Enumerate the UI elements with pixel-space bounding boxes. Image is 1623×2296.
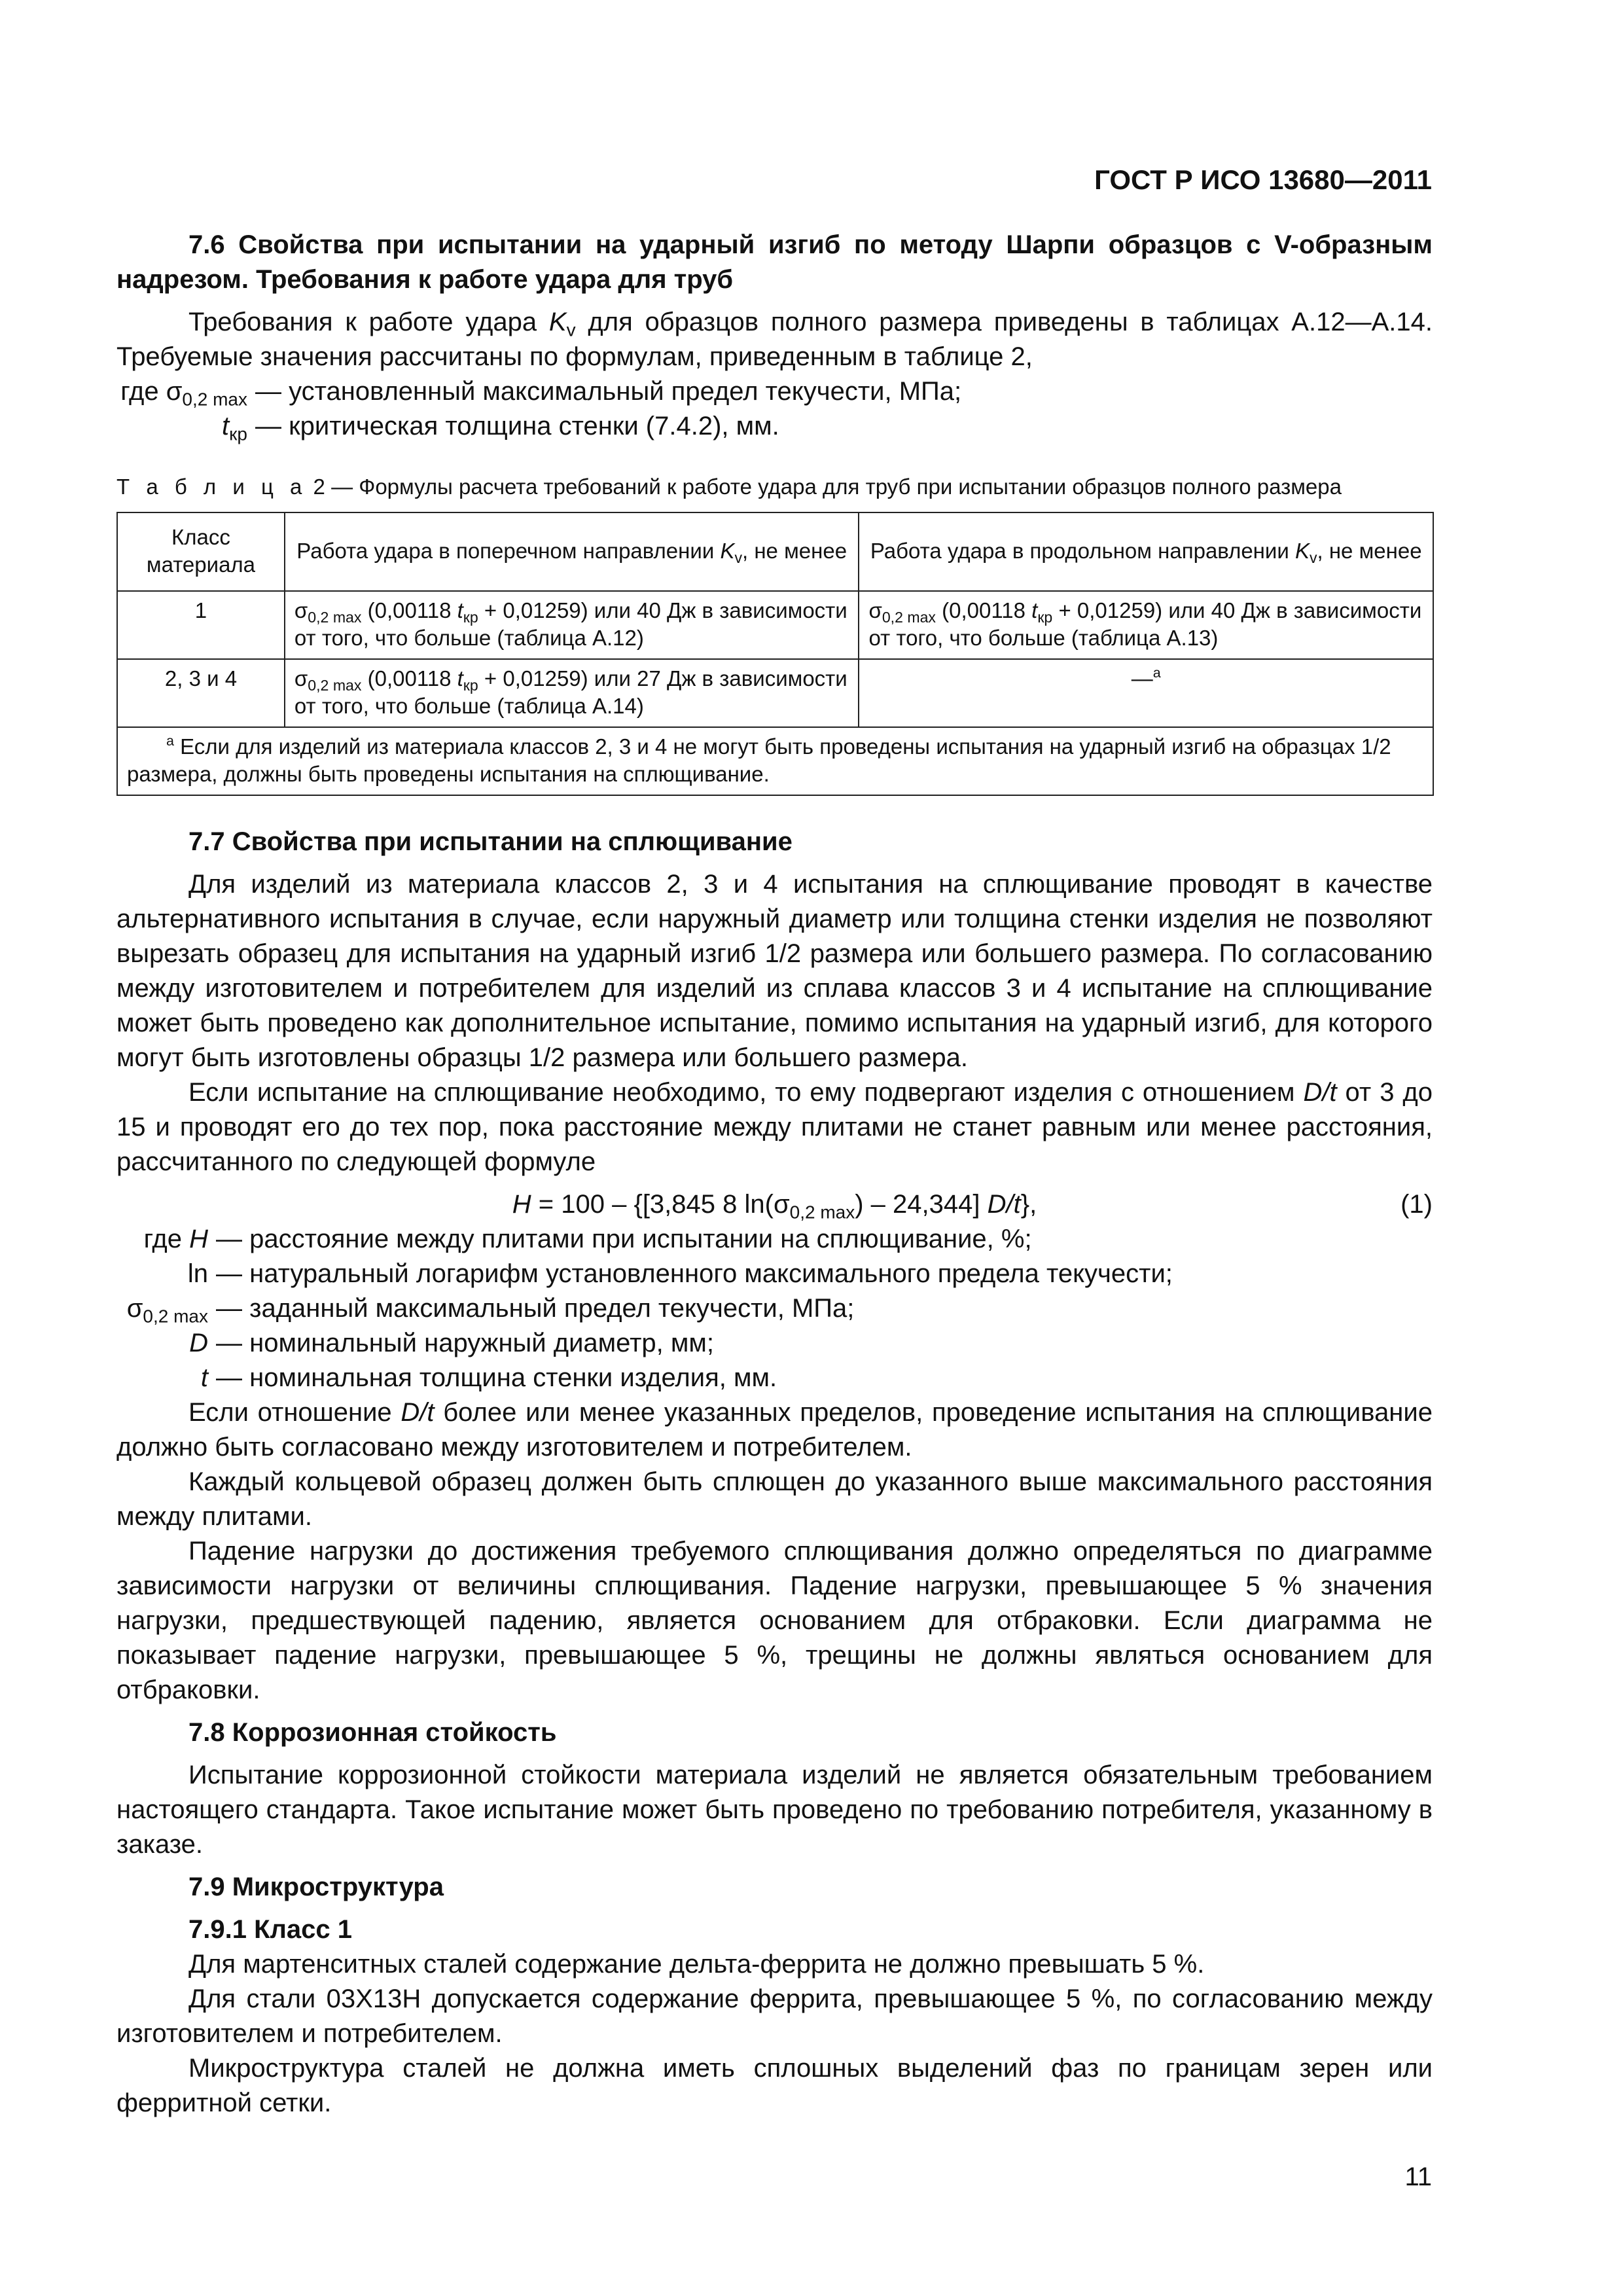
col-header-class: Класс материала: [117, 512, 285, 591]
section-7-9-1-paragraph-3: Микроструктура сталей не должна иметь сплошных выделений фаз по границам зерен или ферритной сетки.: [116, 2054, 1433, 2117]
cell-longitudinal: $\sigma_{0,2 max}$ (0,00118 $t_{кр} + 0,01259$) или 40 Дж в зависимости от того, что больше (таблица А.13): [859, 591, 1433, 659]
where-item-ln: ln — натуральный логарифм установленного максимального предела текучести;: [187, 1259, 1173, 1288]
cell-class: 1: [117, 591, 285, 659]
section-7-7-paragraph-4: Каждый кольцевой образец должен быть сплющен до указанного выше максимального расстояния между плитами.: [116, 1467, 1433, 1531]
section-7-9-1-paragraph-1: Для мартенситных сталей содержание дельта-феррита не должно превышать 5 %.: [188, 1950, 1205, 1979]
col-header-longitudinal: Работа удара в продольном направлении $K_v$, не менее: [859, 512, 1433, 591]
document-header: ГОСТ Р ИСО 13680—2011: [1094, 164, 1432, 195]
section-7-9-1-heading: 7.9.1 Класс 1: [188, 1915, 352, 1944]
table-2-caption: Т а б л и ц а 2 — Формулы расчета требований к работе удара для труб при испытании образцов полного размера: [116, 475, 1342, 499]
section-7-7-heading: 7.7 Свойства при испытании на сплющивание: [188, 827, 793, 856]
table-2: [116, 512, 1434, 796]
where-item-t: t — номинальная толщина стенки изделия, мм.: [200, 1363, 777, 1392]
cell-longitudinal: —$^а$: [859, 659, 1433, 727]
section-7-9-heading: 7.9 Микроструктура: [188, 1873, 444, 1901]
section-7-7-paragraph-5: Падение нагрузки до достижения требуемого сплющивания должно определяться по диаграмме зависимости нагрузки от величины сплющивания. Падение нагрузки, превышающее 5 % значения нагрузки, предшествующей падению, является основанием для отбраковки. Если диаграмма не показывает падение нагрузки, превышающее 5 %, трещины не должны являться основанием для отбраковки.: [116, 1537, 1433, 1704]
section-7-6-paragraph: Требования к работе удара $K_v$ для образцов полного размера приведены в таблицах А.12—А.14. Требуемые значения рассчитаны по формулам, приведенным в таблице 2,: [116, 308, 1433, 371]
where-item-H: где H — расстояние между плитами при испытании на сплющивание, %;: [143, 1225, 1032, 1253]
table-row: [117, 659, 1433, 727]
table-row: [117, 591, 1433, 659]
where-item-D: D — номинальный наружный диаметр, мм;: [189, 1329, 714, 1357]
table-header-row: [117, 512, 1433, 591]
where-item-t-cr: $t_{кр}$ — критическая толщина стенки (7.4.2), мм.: [222, 412, 779, 444]
cell-class: 2, 3 и 4: [117, 659, 285, 727]
section-7-8-heading: 7.8 Коррозионная стойкость: [188, 1718, 557, 1747]
section-7-7-paragraph-1: Для изделий из материала классов 2, 3 и 4 испытания на сплющивание проводят в качестве альтернативного испытания в случае, если наружный диаметр или толщина стенки изделия не позволяют вырезать образец для испытания на ударный изгиб 1/2 размера или большего размера. По согласованию между изготовителем и потребителем для изделий из сплава классов 3 и 4 испытание на сплющивание может быть проведено как дополнительное испытание, помимо испытания на ударный изгиб, для которого могут быть изготовлены образцы 1/2 размера или большего размера.: [116, 870, 1433, 1072]
cell-transverse: $\sigma_{0,2 max}$ (0,00118 $t_{кр} + 0,01259$) или 27 Дж в зависимости от того, что больше (таблица А.14): [285, 659, 859, 727]
col-header-transverse: Работа удара в поперечном направлении $K_v$, не менее: [285, 512, 859, 591]
page-content: [116, 228, 1433, 2121]
formula-1: H = 100 – {[3,845 8 $\ln(\sigma_{0,2 max}) - 24,344$] D/t}, (1): [116, 1187, 1433, 1222]
equation-number: (1): [1400, 1190, 1433, 1219]
where-item-sigma: $\sigma_{0,2 max}$ — заданный максимальный предел текучести, МПа;: [126, 1294, 855, 1327]
section-7-8-paragraph: Испытание коррозионной стойкости материала изделий не является обязательным требованием настоящего стандарта. Такое испытание может быть проведено по требованию потребителя, указанному в заказе.: [116, 1761, 1433, 1859]
page-number: 11: [1404, 2162, 1432, 2191]
where-item-sigma: где $\sigma_{0,2 max}$ — установленный максимальный предел текучести, МПа;: [120, 377, 962, 410]
section-7-7-paragraph-3: Если отношение D/t более или менее указанных пределов, проведение испытания на сплющивание должно быть согласовано между изготовителем и потребителем.: [116, 1398, 1433, 1462]
table-footnote-row: [117, 727, 1433, 795]
table-footnote: $^а$ Если для изделий из материала классов 2, 3 и 4 не могут быть проведены испытания на ударный изгиб на образцах 1/2 размера, должны быть проведены испытания на сплющивание.: [117, 727, 1433, 795]
cell-transverse: $\sigma_{0,2 max}$ (0,00118 $t_{кр} + 0,01259$) или 40 Дж в зависимости от того, что больше (таблица А.12): [285, 591, 859, 659]
section-7-7-paragraph-2: Если испытание на сплющивание необходимо, то ему подвергают изделия с отношением D/t от 3 до 15 и проводят его до тех пор, пока расстояние между плитами не станет равным или менее расстояния, рассчитанного по следующей формуле: [116, 1078, 1433, 1176]
section-7-6-heading: 7.6 Свойства при испытании на ударный изгиб по методу Шарпи образцов с V-образным надрезом. Требования к работе удара для труб: [116, 230, 1433, 294]
section-7-9-1-paragraph-2: Для стали 03Х13Н допускается содержание феррита, превышающее 5 %, по согласованию между изготовителем и потребителем.: [116, 1984, 1433, 2048]
